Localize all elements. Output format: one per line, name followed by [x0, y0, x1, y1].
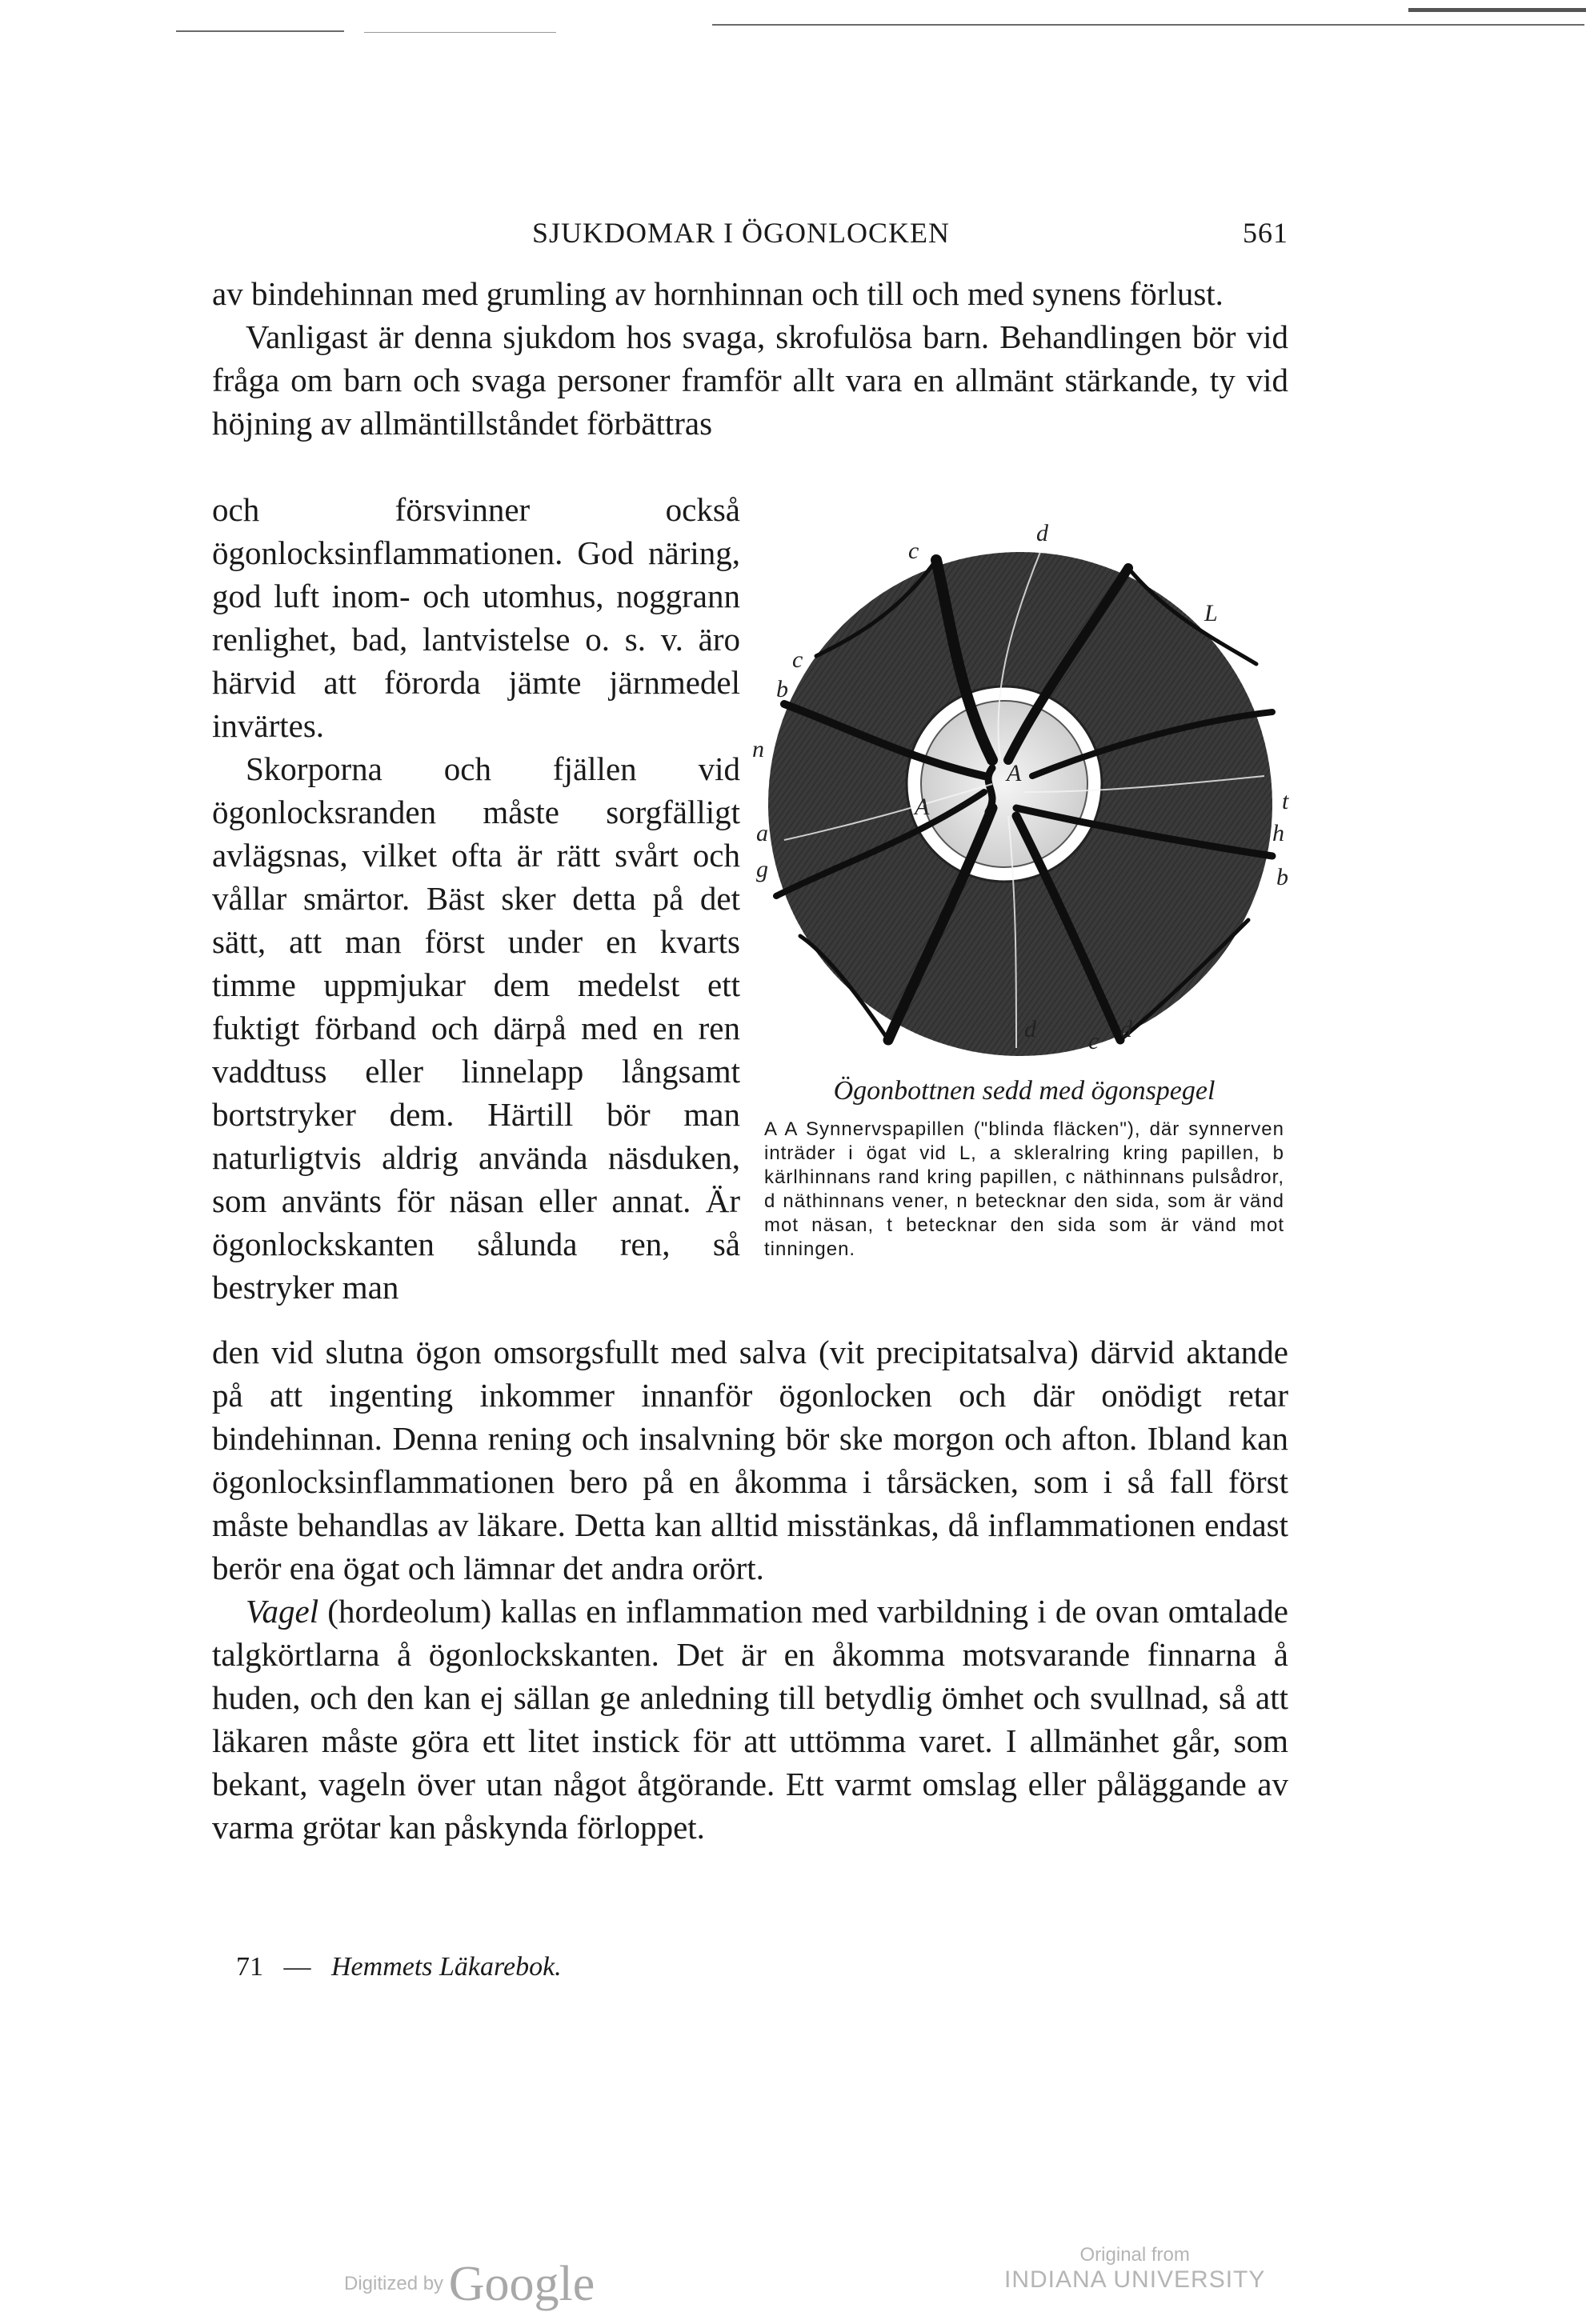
body-text-bottom — [212, 1330, 1288, 1849]
digitized-by-watermark — [344, 2256, 595, 2313]
digitized-by-label: Digitized by — [344, 2272, 444, 2294]
figure-label-b-right: b — [1276, 864, 1288, 890]
paragraph-3-continued: den vid slutna ögon omsorgsfullt med salva (vit precipitatsalva) därvid aktande på att ingenting inkommer innanför ögonlocken och där onödigt retar bindehinnan. Denna rening och insalvning bör ske morgon och afton. Ibland kan ögonlocksinflammationen bero på en åkomma i tårsäcken, som i så fall först måste behandlas av läkare. Detta kan alltid misstänkas, då inflammationen endast berör ena ögat och lämnar det andra orört. — [212, 1334, 1288, 1586]
figure-label-a: a — [756, 820, 768, 846]
caption-title: Ögonbottnen sedd med ögonspegel — [833, 1076, 1216, 1106]
sheet-number: 71 — [236, 1952, 263, 1982]
original-from-label: Original from — [1079, 2244, 1190, 2266]
figure-label-n: n — [752, 736, 764, 762]
scan-rule-top-2 — [364, 32, 556, 33]
body-text-top — [212, 272, 1288, 445]
figure-label-c-top: c — [908, 538, 919, 564]
signature-line — [236, 1952, 562, 1982]
page-number: 561 — [1243, 217, 1288, 249]
figure-label-b-left: b — [776, 676, 788, 702]
scan-rule-top-4 — [1408, 8, 1586, 12]
fundus-figure — [752, 520, 1296, 1144]
figure-label-L: L — [1204, 600, 1218, 626]
figure-label-A-right: A — [1007, 760, 1022, 786]
figure-label-g: g — [756, 856, 768, 882]
institution-name: INDIANA UNIVERSITY — [1004, 2266, 1266, 2293]
optic-papilla — [921, 701, 1087, 867]
footer-dash: — — [283, 1952, 311, 1982]
term-vagel: Vagel — [246, 1593, 319, 1630]
paragraph-1: av bindehinnan med grumling av hornhinnan och till och med synens förlust. — [212, 275, 1224, 312]
scan-rule-top-1 — [176, 30, 344, 32]
figure-label-d-bottom-right: d — [1120, 1016, 1132, 1042]
figure-label-t: t — [1282, 788, 1289, 814]
paragraph-2-full-width: Vanligast är denna sjukdom hos svaga, skrofulösa barn. Behandlingen bör vid fråga om barn och svaga personer framför allt vara en allmänt stärkande, ty vid höjning av allmäntillståndet förbättras — [212, 318, 1288, 442]
original-from-watermark — [1004, 2244, 1265, 2294]
paragraph-4 — [212, 1590, 1288, 1849]
figure-label-c-bottom: c — [1088, 1028, 1099, 1054]
body-text-left-column — [212, 488, 740, 1309]
scan-rule-top-3 — [712, 24, 1584, 26]
paragraph-4-text: (hordeolum) kallas en inflammation med varbildning i de ovan omtalade talgkörtlarna å ögonlockskanten. Det är en åkomma motsvarande finnarna å huden, och den kan ej sällan ge anledning till betydlig ömhet och svullnad, så att läkaren måste göra ett litet instick för att uttömma varet. I allmänhet går, som bekant, vageln över utan något åtgörande. Ett varmt omslag eller påläggande av varma grötar kan påskynda förloppet. — [212, 1593, 1288, 1846]
figure-label-c-left: c — [792, 646, 803, 673]
paragraph-3-narrow: Skorporna och fjällen vid ögonlocksranden måste sorgfälligt avlägsnas, vilket ofta är rätt svårt och vållar smärtor. Bäst sker detta på det sätt, att man först under en kvarts timme uppmjukar dem medelst ett fuktigt förband och därpå med en ren vaddtuss eller linnelapp långsamt bortstryker dem. Härtill bör man naturligtvis aldrig använda näsduken, som använts för näsan eller annat. Är ögonlockskanten sålunda ren, så bestryker man — [212, 750, 740, 1306]
figure-label-d-top: d — [1036, 520, 1048, 546]
figure-label-d-bottom-left: d — [1024, 1016, 1036, 1042]
figure-label-A-left: A — [915, 794, 930, 820]
google-logo: Google — [448, 2257, 595, 2311]
figure-caption — [764, 1076, 1284, 1262]
caption-text: A A Synnervspapillen ("blinda fläcken"), där synnerven inträder i ögat vid L, a skleralring kring papillen, b kärlhinnans rand kring papillen, c näthinnans pulsådror, d näthinnans vener, n betecknar den sida, som är vänd mot näsan, t betecknar den sida som är vänd mot tinningen. — [764, 1118, 1284, 1260]
book-title: Hemmets Läkarebok. — [331, 1952, 562, 1982]
figure-label-h: h — [1272, 820, 1284, 846]
paragraph-2-narrow: och försvinner också ögonlocksinflammationen. God näring, god luft inom- och utomhus, noggrann renlighet, bad, lantvistelse o. s. v. äro härvid att förorda jämte järnmedel invärtes. — [212, 491, 740, 744]
running-head: SJUKDOMAR I ÖGONLOCKEN — [532, 217, 951, 249]
